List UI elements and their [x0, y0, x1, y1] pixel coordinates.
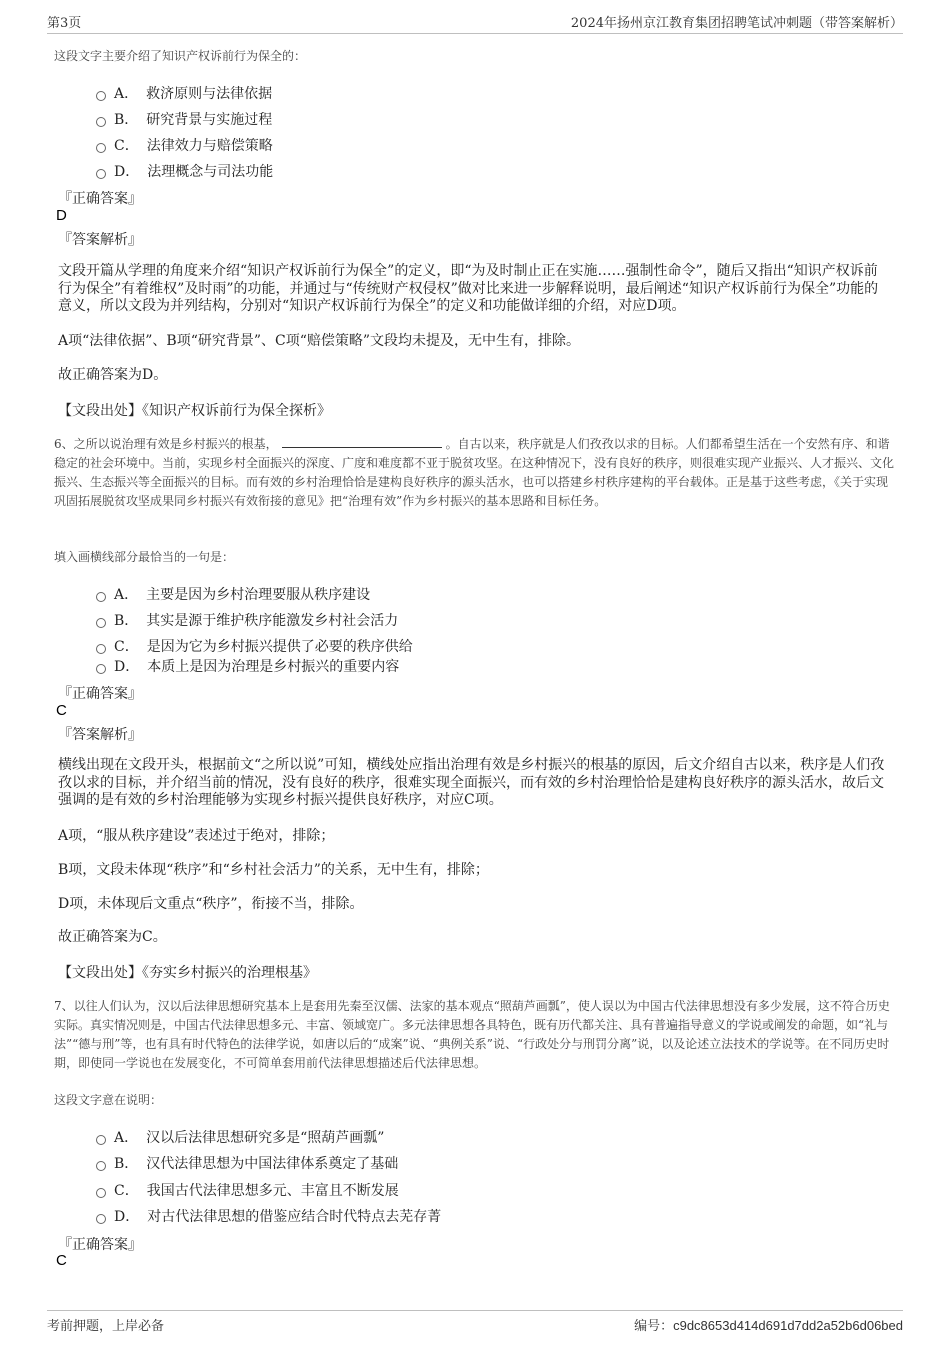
- q5-option-b[interactable]: B． 研究背景与实施过程: [96, 109, 272, 129]
- q6-stem: 6、之所以说治理有效是乡村振兴的根基， 。自古以来，秩序就是人们孜孜以求的目标。人们都希望生活在一个安然有序、和谐稳定的社会环境中。当前，实现乡村全面振兴的深度、广度和难度都不亚于脱贫攻坚。在这种情况下，没有良好的秩序，则很难实现产业振兴、人才振兴、文化振兴、生态振兴等全面振兴的目标。而有效的乡村治理恰恰是建构良好秩序的源头活水，也可以搭建乡村秩序建构的平台载体。正是基于这些考虑，《关于实现巩固拓展脱贫攻坚成果同乡村振兴有效衔接的意见》把“治理有效”作为乡村振兴的基本思路和目标任务。: [54, 437, 895, 508]
- radio-icon[interactable]: [96, 618, 106, 628]
- radio-icon[interactable]: [96, 143, 106, 153]
- radio-icon[interactable]: [96, 664, 106, 674]
- q7-answer: C: [56, 1252, 67, 1269]
- document-code: 编号：c9dc8653d414d691d7dd2a52b6d06bed: [634, 1318, 903, 1334]
- q5-analysis-paragraph: 文段开篇从学理的角度来介绍“知识产权诉前行为保全”的定义，即“为及时制止正在实施……强制性命令”，随后又指出“知识产权诉前行为保全”有着维权”及时雨”的功能，并通过与“传统财产权侵权”做对比来进一步解释说明，最后阐述“知识产权诉前行为保全”功能的意义，所以文段为并列结构，分别对“知识产权诉前行为保全”的定义和功能做详细的介绍，对应D项。: [58, 263, 879, 314]
- q7-answer-label: 『正确答案』: [58, 1237, 142, 1253]
- radio-icon[interactable]: [96, 1135, 106, 1145]
- q6-analysis-conclusion: 故正确答案为C。: [58, 929, 167, 945]
- q6-answer-label: 『正确答案』: [58, 686, 142, 702]
- q5-option-d[interactable]: D． 法理概念与司法功能: [96, 161, 273, 181]
- q7-option-d[interactable]: D． 对古代法律思想的借鉴应结合时代特点去芜存菁: [96, 1206, 441, 1226]
- q5-analysis-conclusion: 故正确答案为D。: [58, 367, 168, 383]
- q6-source: 【文段出处】《夯实乡村振兴的治理根基》: [58, 965, 317, 981]
- radio-icon[interactable]: [96, 644, 106, 654]
- q6-analysis-paragraph: 横线出现在文段开头，根据前文“之所以说”可知，横线处应指出治理有效是乡村振兴的根基的原因，后文介绍自古以来，秩序是人们孜孜以求的目标，并介绍当前的情况，没有良好的秩序，很难实现全面振兴，而有效的乡村治理恰恰是建构良好秩序的源头活水，故后文强调的是有效的乡村治理能够为实现乡村振兴提供良好秩序，对应C项。: [58, 757, 885, 808]
- q5-source: 【文段出处】《知识产权诉前行为保全探析》: [58, 403, 331, 419]
- q5-option-a[interactable]: A． 救济原则与法律依据: [96, 83, 272, 103]
- q5-answer: D: [56, 207, 67, 224]
- q5-option-c[interactable]: C． 法律效力与赔偿策略: [96, 135, 273, 155]
- q6-option-b[interactable]: B． 其实是源于维护秩序能激发乡村社会活力: [96, 610, 398, 630]
- q6-analysis-item: D项，未体现后文重点“秩序”，衔接不当，排除。: [58, 896, 364, 912]
- q6-analysis-item: B项，文段未体现“秩序”和“乡村社会活力”的关系，无中生有，排除；: [58, 862, 489, 878]
- q6-option-a[interactable]: A． 主要是因为乡村治理要服从秩序建设: [96, 584, 370, 604]
- radio-icon[interactable]: [96, 91, 106, 101]
- header-divider: [47, 33, 903, 34]
- q5-analysis-paragraph: A项“法律依据”、B项“研究背景”、C项“赔偿策略”文段均未提及，无中生有，排除。: [58, 333, 581, 349]
- radio-icon[interactable]: [96, 592, 106, 602]
- q6-answer: C: [56, 702, 67, 719]
- radio-icon[interactable]: [96, 1161, 106, 1171]
- q5-prompt: 这段文字主要介绍了知识产权诉前行为保全的：: [54, 49, 307, 63]
- q5-answer-label: 『正确答案』: [58, 191, 142, 207]
- footer-divider: [47, 1310, 903, 1311]
- q6-option-c[interactable]: C． 是因为它为乡村振兴提供了必要的秩序供给: [96, 636, 413, 656]
- radio-icon[interactable]: [96, 1214, 106, 1224]
- document-title: 2024年扬州京江教育集团招聘笔试冲刺题（带答案解析）: [570, 16, 903, 31]
- q6-analysis-label: 『答案解析』: [58, 727, 142, 743]
- q7-option-c[interactable]: C． 我国古代法律思想多元、丰富且不断发展: [96, 1180, 399, 1200]
- fill-blank: [282, 435, 442, 448]
- q7-stem: 7、以往人们认为，汉以后法律思想研究基本上是套用先秦至汉儒、法家的基本观点“照葫芦画瓢”，使人误以为中国古代法律思想没有多少发展，这不符合历史实际。真实情况则是，中国古代法律思想多元、丰富、领域宽广。多元法律思想各具特色，既有历代都关注、具有普遍指导意义的学说或阐发的命题，如“礼与法”“德与刑”等，也有具有时代特色的法律学说，如唐以后的“成案”说、“典例关系”说、“行政处分与刑罚分离”说，以及论述立法技术的学说等。在不同历史时期，即使同一学说也在发展变化，不可简单套用前代法律思想描述后代法律思想。: [54, 999, 890, 1070]
- q5-analysis-label: 『答案解析』: [58, 232, 142, 248]
- footer-slogan: 考前押题，上岸必备: [47, 1319, 165, 1334]
- q7-option-b[interactable]: B． 汉代法律思想为中国法律体系奠定了基础: [96, 1153, 398, 1173]
- q6-analysis-item: A项，“服从秩序建设”表述过于绝对，排除；: [58, 828, 335, 844]
- q6-option-d[interactable]: D． 本质上是因为治理是乡村振兴的重要内容: [96, 656, 399, 676]
- radio-icon[interactable]: [96, 1188, 106, 1198]
- radio-icon[interactable]: [96, 117, 106, 127]
- q7-option-a[interactable]: A． 汉以后法律思想研究多是“照葫芦画瓢”: [96, 1127, 384, 1147]
- page-number: 第3页: [47, 16, 82, 31]
- q6-prompt: 填入画横线部分最恰当的一句是：: [54, 550, 235, 564]
- radio-icon[interactable]: [96, 169, 106, 179]
- q7-prompt: 这段文字意在说明：: [54, 1093, 163, 1107]
